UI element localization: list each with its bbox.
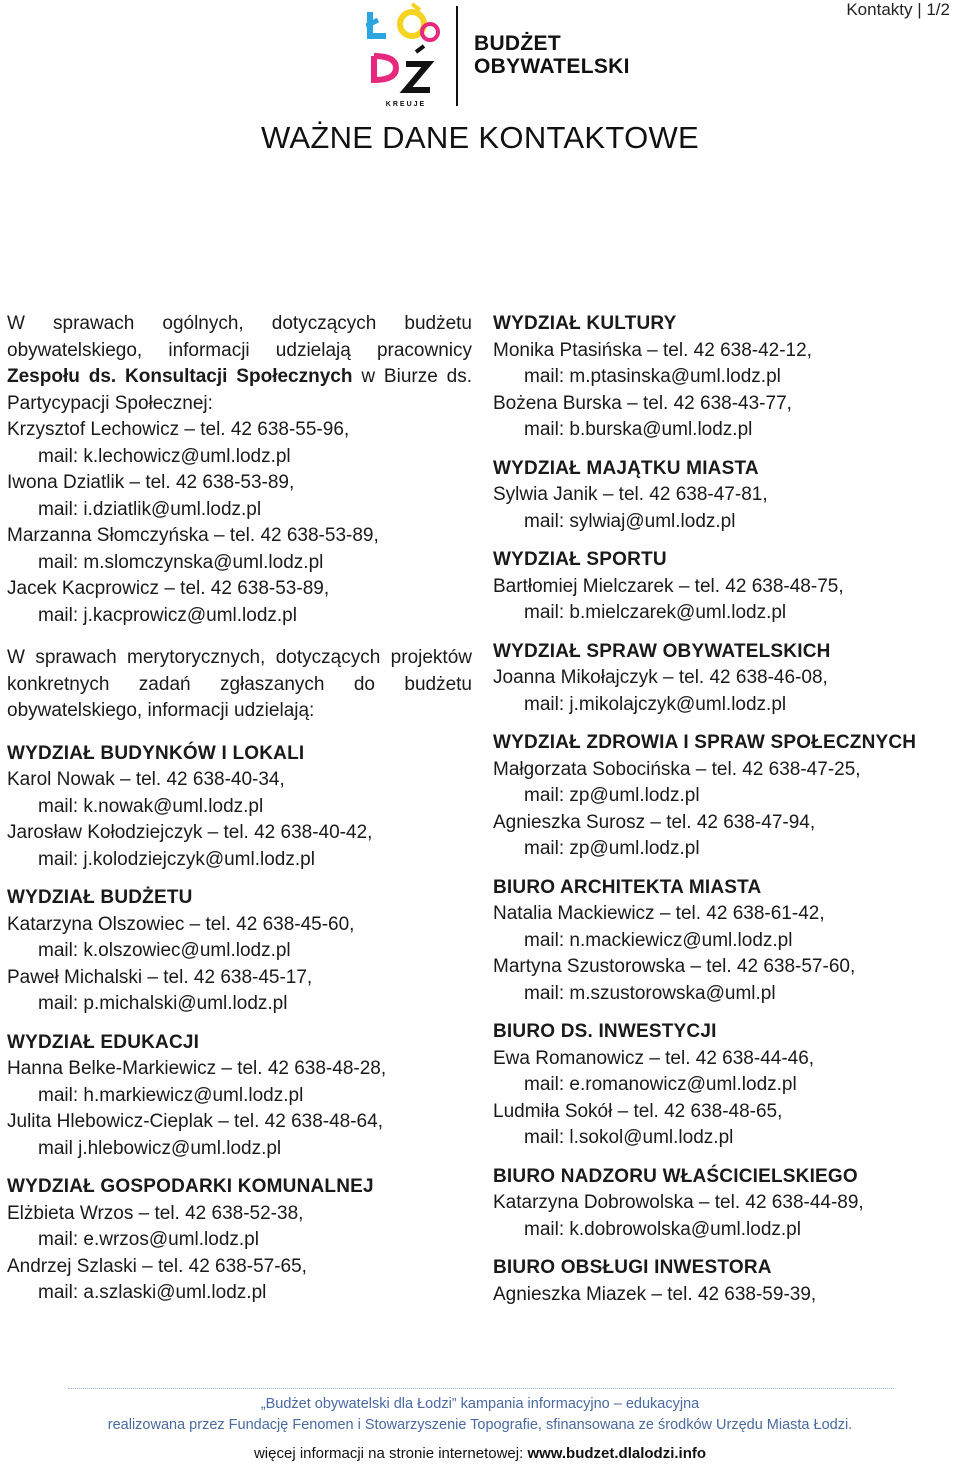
contact-email[interactable]: mail: j.kacprowicz@uml.lodz.pl: [38, 604, 297, 626]
contact-email[interactable]: mail: zp@uml.lodz.pl: [524, 838, 700, 859]
left-sections: [7, 741, 472, 1307]
footer-divider: [68, 1388, 894, 1389]
right-column: [493, 311, 953, 1308]
contact-phone: Iwona Dziatlik – tel. 42 638-53-89,: [7, 472, 295, 493]
department-heading: BIURO OBSŁUGI INWESTORA: [493, 1257, 772, 1278]
department-section: [7, 1174, 472, 1307]
department-heading: WYDZIAŁ KULTURY: [493, 313, 677, 334]
department-section: [7, 741, 472, 874]
intro-text: W sprawach ogólnych, dotyczących budżetu obywatelskiego, informacji udzielają pracownicy: [7, 313, 472, 361]
contact-phone: Monika Ptasińska – tel. 42 638-42-12,: [493, 339, 812, 361]
contact-phone: Joanna Mikołajczyk – tel. 42 638-46-08,: [493, 667, 828, 688]
contact-email[interactable]: mail: j.kolodziejczyk@uml.lodz.pl: [38, 848, 315, 870]
department-section: [493, 547, 953, 627]
department-heading: WYDZIAŁ SPRAW OBYWATELSKICH: [493, 640, 831, 662]
logo-line-1: BUDŻET: [474, 32, 561, 55]
department-heading: BIURO NADZORU WŁAŚCICIELSKIEGO: [493, 1165, 858, 1187]
contact-phone: Paweł Michalski – tel. 42 638-45-17,: [7, 966, 313, 988]
intro-text-end: w Biurze ds. Partycypacji Społecznej:: [7, 366, 472, 414]
contact-email[interactable]: mail: e.wrzos@uml.lodz.pl: [38, 1229, 259, 1250]
contact-phone: Jarosław Kołodziejczyk – tel. 42 638-40-42,: [7, 822, 373, 843]
footer-line-3: [0, 1445, 960, 1462]
intro-paragraph: [7, 311, 472, 417]
department-heading: BIURO ARCHITEKTA MIASTA: [493, 876, 762, 898]
contact-email[interactable]: mail: h.markiewicz@uml.lodz.pl: [38, 1084, 304, 1106]
page-indicator: Kontakty | 1/2: [846, 0, 950, 19]
contact-phone: Ewa Romanowicz – tel. 42 638-44-46,: [493, 1047, 815, 1069]
contact-email[interactable]: mail: b.burska@uml.lodz.pl: [524, 419, 753, 440]
footer-line-2: realizowana przez Fundację Fenomen i Stowarzyszenie Topografie, sfinansowana ze środków Urzędu Miasta Łodzi.: [107, 1417, 853, 1433]
contact-phone: Bożena Burska – tel. 42 638-43-77,: [493, 392, 792, 414]
department-section: [493, 730, 953, 863]
contact-email[interactable]: mail: k.nowak@uml.lodz.pl: [38, 795, 264, 817]
contact-email[interactable]: mail: j.mikolajczyk@uml.lodz.pl: [524, 693, 787, 715]
contact-email[interactable]: mail: p.michalski@uml.lodz.pl: [38, 993, 288, 1014]
department-section: [493, 1255, 953, 1308]
department-section: [493, 456, 953, 536]
department-heading: WYDZIAŁ ZDROWIA I SPRAW SPOŁECZNYCH: [493, 732, 917, 753]
contact-email[interactable]: mail j.hlebowicz@uml.lodz.pl: [38, 1137, 282, 1159]
left-column: [7, 311, 472, 1307]
contact-phone: Jacek Kacprowicz – tel. 42 638-53-89,: [7, 578, 330, 599]
contact-email[interactable]: mail: a.szlaski@uml.lodz.pl: [38, 1282, 267, 1303]
department-heading: WYDZIAŁ MAJĄTKU MIASTA: [493, 457, 759, 479]
contact-phone: Julita Hlebowicz-Cieplak – tel. 42 638-48-64,: [7, 1111, 383, 1132]
contact-email[interactable]: mail: k.lechowicz@uml.lodz.pl: [38, 445, 291, 467]
contact-email[interactable]: mail: m.slomczynska@uml.lodz.pl: [38, 551, 324, 573]
contact-email[interactable]: mail: zp@uml.lodz.pl: [524, 785, 700, 806]
department-section: [7, 1030, 472, 1163]
department-section: [493, 1019, 953, 1152]
department-heading: BIURO DS. INWESTYCJI: [493, 1021, 717, 1042]
department-heading: WYDZIAŁ EDUKACJI: [7, 1031, 200, 1053]
contact-phone: Sylwia Janik – tel. 42 638-47-81,: [493, 484, 768, 505]
logo-line-2: OBYWATELSKI: [474, 55, 630, 78]
department-heading: WYDZIAŁ GOSPODARKI KOMUNALNEJ: [7, 1176, 374, 1197]
intro-contacts: [7, 417, 472, 629]
page-title: WAŻNE DANE KONTAKTOWE: [260, 120, 700, 155]
contact-phone: Marzanna Słomczyńska – tel. 42 638-53-89,: [7, 525, 379, 546]
footer-more-info: więcej informacji na stronie internetowej:: [253, 1445, 528, 1462]
contact-email[interactable]: mail: k.dobrowolska@uml.lodz.pl: [524, 1218, 801, 1240]
contact-phone: Martyna Szustorowska – tel. 42 638-57-60,: [493, 956, 856, 977]
footer-website-link[interactable]: www.budzet.dlalodzi.info: [527, 1445, 707, 1462]
contact-phone: Ludmiła Sokół – tel. 42 638-48-65,: [493, 1100, 783, 1122]
contact-phone: Karol Nowak – tel. 42 638-40-34,: [7, 769, 285, 790]
department-section: [493, 1164, 953, 1244]
contact-phone: Andrzej Szlaski – tel. 42 638-57-65,: [7, 1255, 307, 1277]
contact-email[interactable]: mail: m.ptasinska@uml.lodz.pl: [524, 366, 781, 387]
contact-email[interactable]: mail: k.olszowiec@uml.lodz.pl: [38, 940, 291, 961]
contact-email[interactable]: mail: l.sokol@uml.lodz.pl: [524, 1127, 734, 1148]
footer-line-1: „Budżet obywatelski dla Łodzi” kampania informacyjno – edukacyjna: [260, 1396, 700, 1412]
department-section: [493, 639, 953, 719]
contact-email[interactable]: mail: e.romanowicz@uml.lodz.pl: [524, 1074, 797, 1095]
contact-email[interactable]: mail: b.mielczarek@uml.lodz.pl: [524, 602, 787, 623]
department-heading: WYDZIAŁ SPORTU: [493, 549, 667, 570]
contact-email[interactable]: mail: i.dziatlik@uml.lodz.pl: [38, 498, 262, 520]
department-heading: WYDZIAŁ BUDŻETU: [7, 887, 193, 908]
contact-email[interactable]: mail: sylwiaj@uml.lodz.pl: [524, 510, 736, 532]
svg-text:KREUJE: KREUJE: [385, 101, 427, 108]
department-section: [7, 885, 472, 1018]
intro-bold: Zespołu ds. Konsultacji Społecznych: [7, 366, 353, 387]
contact-phone: Bartłomiej Mielczarek – tel. 42 638-48-75,: [493, 575, 844, 597]
department-heading: WYDZIAŁ BUDYNKÓW I LOKALI: [7, 742, 305, 764]
contact-phone: Agnieszka Surosz – tel. 42 638-47-94,: [493, 811, 816, 833]
contact-phone: Krzysztof Lechowicz – tel. 42 638-55-96,: [7, 419, 350, 440]
contact-phone: Natalia Mackiewicz – tel. 42 638-61-42,: [493, 903, 825, 924]
logo-divider: [456, 6, 458, 106]
contact-phone: Agnieszka Miazek – tel. 42 638-59-39,: [493, 1283, 817, 1305]
department-section: [493, 875, 953, 1008]
contact-phone: Katarzyna Olszowiec – tel. 42 638-45-60,: [7, 913, 355, 935]
lodz-logo-mark: [366, 2, 446, 108]
contact-phone: Katarzyna Dobrowolska – tel. 42 638-44-89,: [493, 1192, 864, 1213]
department-section: [493, 311, 953, 444]
merit-paragraph: W sprawach merytorycznych, dotyczących projektów konkretnych zadań zgłaszanych do budżetu obywatelskiego, informacji udzielają:: [7, 647, 472, 721]
right-sections: [493, 311, 953, 1308]
contact-email[interactable]: mail: m.szustorowska@uml.pl: [524, 982, 776, 1004]
logo-text: [474, 32, 630, 78]
budget-logo: [366, 2, 630, 110]
contact-phone: Elżbieta Wrzos – tel. 42 638-52-38,: [7, 1202, 304, 1224]
contact-phone: Hanna Belke-Markiewicz – tel. 42 638-48-28,: [7, 1058, 387, 1079]
contact-email[interactable]: mail: n.mackiewicz@uml.lodz.pl: [524, 929, 793, 951]
contact-phone: Małgorzata Sobocińska – tel. 42 638-47-25,: [493, 758, 861, 780]
